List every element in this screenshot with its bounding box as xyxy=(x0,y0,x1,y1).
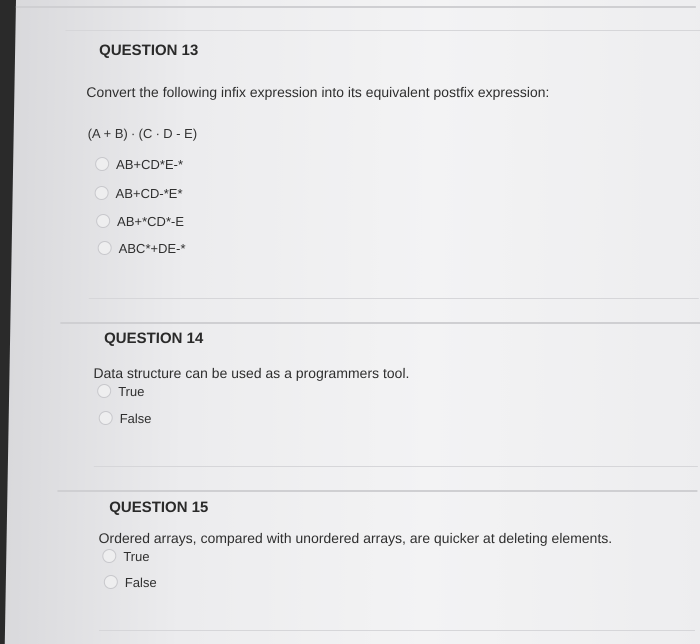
radio-button[interactable] xyxy=(96,214,110,228)
option-label: AB+CD-*E* xyxy=(115,185,183,201)
option-false[interactable] xyxy=(99,409,152,427)
option-true[interactable] xyxy=(97,382,145,400)
question-divider xyxy=(89,298,699,299)
option-label: AB+CD*E-* xyxy=(116,156,184,172)
section-divider xyxy=(60,322,700,324)
option-d[interactable] xyxy=(98,239,186,257)
option-label: True xyxy=(118,383,145,399)
question-text: Convert the following infix expression into its equivalent postfix expression: xyxy=(86,84,550,100)
radio-button[interactable] xyxy=(95,186,109,200)
infix-expression: (A + B) ∙ (C ∙ D - E) xyxy=(87,126,198,141)
option-true[interactable] xyxy=(102,547,150,565)
option-label: False xyxy=(119,410,152,426)
option-a[interactable] xyxy=(95,155,183,173)
question-divider xyxy=(94,466,698,467)
section-divider xyxy=(65,30,700,31)
top-divider xyxy=(16,6,696,8)
question-title: QUESTION 13 xyxy=(98,42,199,59)
option-label: AB+*CD*-E xyxy=(117,213,185,229)
quiz-page xyxy=(5,0,700,644)
option-label: ABC*+DE-* xyxy=(118,240,186,256)
question-text: Data structure can be used as a programmers tool. xyxy=(93,365,410,381)
option-false[interactable] xyxy=(104,573,157,591)
section-divider xyxy=(57,490,697,492)
question-title: QUESTION 15 xyxy=(108,499,209,516)
option-c[interactable] xyxy=(96,212,184,230)
question-text: Ordered arrays, compared with unordered arrays, are quicker at deleting elements. xyxy=(98,530,613,546)
radio-button[interactable] xyxy=(95,157,109,171)
radio-button[interactable] xyxy=(99,411,113,425)
question-divider xyxy=(99,630,695,631)
option-label: True xyxy=(123,548,150,564)
radio-button[interactable] xyxy=(104,575,118,589)
question-title: QUESTION 14 xyxy=(103,330,204,347)
radio-button[interactable] xyxy=(102,549,116,563)
option-b[interactable] xyxy=(94,184,182,202)
radio-button[interactable] xyxy=(98,241,112,255)
option-label: False xyxy=(124,574,157,590)
radio-button[interactable] xyxy=(97,384,111,398)
